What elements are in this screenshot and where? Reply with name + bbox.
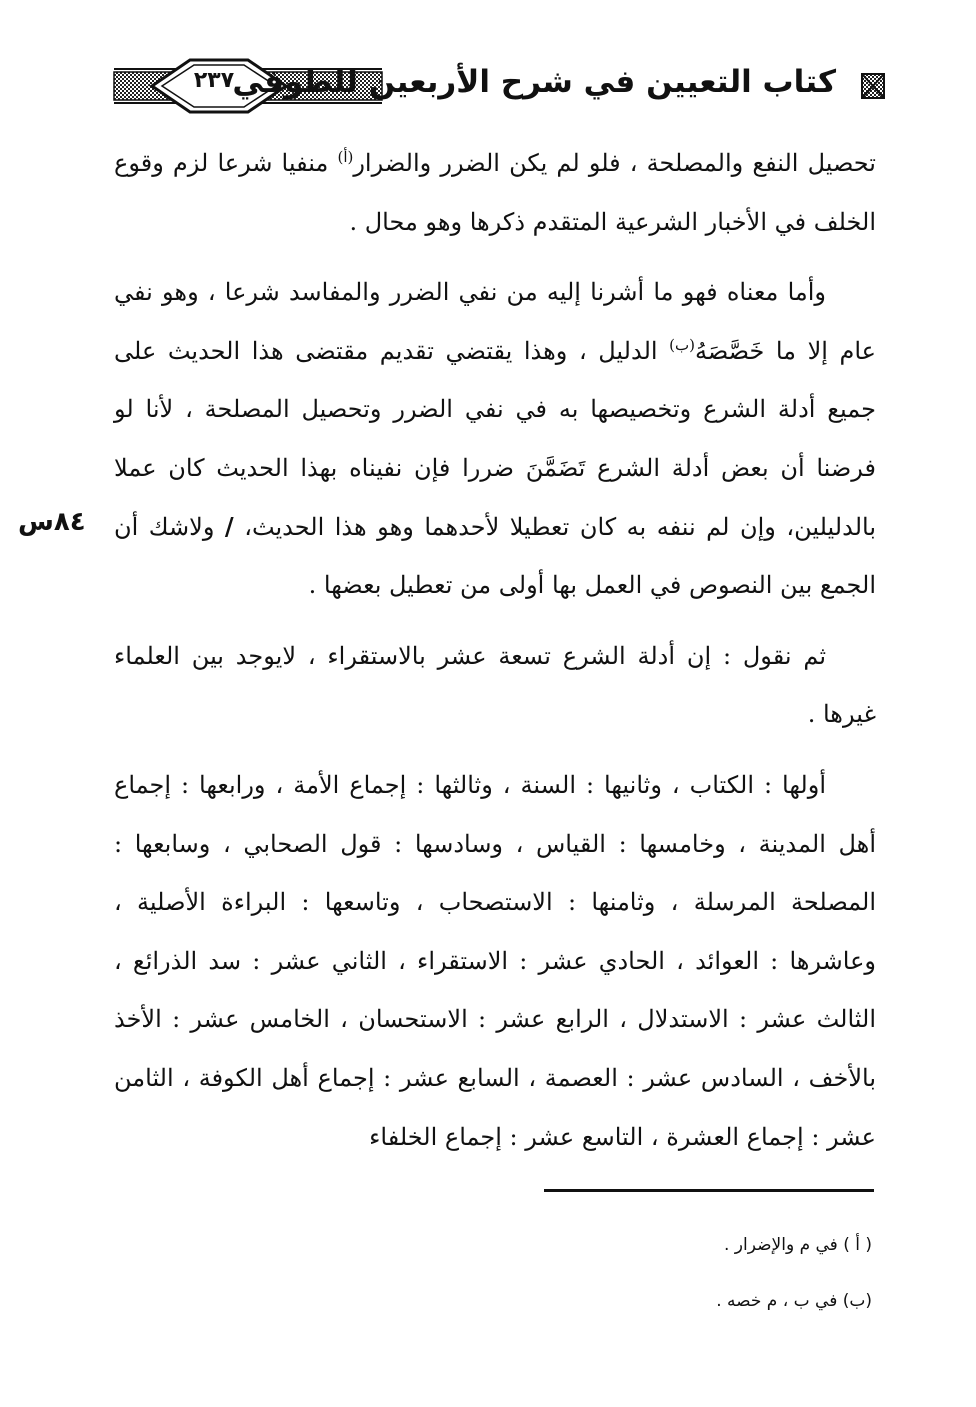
- manuscript-folio-mark: /: [224, 511, 234, 541]
- paragraph: [114, 263, 876, 615]
- paragraph-text: عام إلا ما خَصَّصَهُ: [694, 336, 876, 365]
- running-header: [108, 52, 888, 122]
- paragraph-text: الدليل ، وهذا يقتضي تقديم مقتضى هذا الحديث على جميع أدلة الشرع وتخصيصها به في نفي الضرر وتحصيل المصلحة ، لأنا لو فرضنا أن بعض أدلة الشرع تَضَمَّنَ ضررا فإن نفيناه بهذا الحديث كان عملا بالدليلين، وإن لم ننفه به كان تعطيلا لأحدهما وهو هذا الحديث،: [114, 336, 876, 541]
- book-title: كتاب التعيين في شرح الأربعين للطوفي: [232, 64, 836, 100]
- margin-folio-note: ٨٤س: [18, 507, 86, 537]
- footnote-divider: [544, 1189, 874, 1192]
- paragraph-text: تحصيل النفع والمصلحة ، فلو لم يكن الضرر والضرار: [353, 149, 876, 177]
- footnote-ref-a[interactable]: (أ): [337, 148, 354, 166]
- main-text: [114, 134, 876, 1166]
- paragraph: ثم نقول : إن أدلة الشرع تسعة عشر بالاستقراء ، لايوجد بين العلماء غيرها .: [114, 641, 876, 729]
- paragraph: [114, 134, 876, 251]
- paragraph: أولها : الكتاب ، وثانيها : السنة ، وثالثها : إجماع الأمة ، ورابعها : إجماع أهل المدينة ، وخامسها : القياس ، وسادسها : قول الصحابي ، وسابعها : المصلحة المرسلة ، وثامنها : الاستصحاب ، وتاسعها : البراءة الأصلية ، وعاشرها : العوائد ، الحادي عشر : الاستقراء ، الثاني عشر : سد الذرائع ، الثالث عشر : الاستدلال ، الرابع عشر : الاستحسان ، الخامس عشر : الأخذ بالأخف ، السادس عشر : العصمة ، السابع عشر : إجماع أهل الكوفة ، الثامن عشر : إجماع العشرة ، التاسع عشر : إجماع الخلفاء: [114, 770, 876, 1151]
- footnote-ref-b[interactable]: (ب): [669, 335, 695, 354]
- paragraph-text: منفيا شرعا لزم وقوع الخلف في الأخبار الشرعية المتقدم ذكرها وهو محال .: [114, 149, 876, 236]
- page-number: ٢٣٧: [193, 68, 235, 93]
- paragraph-text: ولاشك أن الجمع بين النصوص في العمل بها أولى من تعطيل بعضها .: [114, 512, 876, 600]
- footnote-b: (ب) في ب ، م خصه .: [716, 1291, 872, 1311]
- paragraph-text: وأما معناه فهو ما أشرنا إليه من نفي الضرر والمفاسد شرعا ، وهو نفي: [114, 278, 826, 307]
- footnotes: [272, 1228, 872, 1340]
- footnote-a: ( أ ) في م والإضرار .: [723, 1235, 872, 1255]
